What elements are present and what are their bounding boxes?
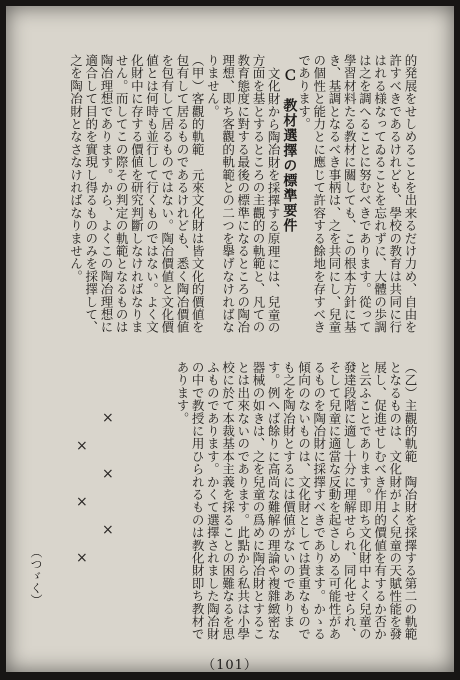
cross-mark: × [102,522,114,538]
cross-mark: × [102,466,114,482]
paragraph-selection-principles: 文化財から陶冶財を採擇する原理には、兒童の方面を基とするところの主觀的の軌範と、凡ての教育態度に對する最後の標準になるところの陶冶理想、即ち客觀的軌範との二つを擧げなければなりません。 [205,54,282,334]
page-number: （101） [202,658,258,673]
cross-mark: × [102,410,114,426]
section-heading: Ｃ 教材選擇の標準要件 [281,68,298,233]
paragraph-subjective-norm: （乙）主觀的軌範 陶冶財を採擇する第二の軌範となるものは、文化財がよく兒童の天賦性能を發展し、促進せしむべき作用的價値を有するか否かと云ふことであります。即ち文化財中よく兒童の發達段階に適し十分に理解せられ、同化せられ、そして兒童に適當な反動を起さしめる可能性があるものを陶冶財に採擇すべきであります。かゝる傾向のないものは、文化財としては貴重なものでも之を陶冶財とするには價値がないのであります。例へば餘りに高尚な難解の理論や複雜緻密な器械の如きは、之を兒童の爲めに陶冶財とすることは出來ないのであります。此點から私共は小學校に於て本裁基本主義を採ることの困難なるを思ふものであります。かくて選擇されました陶冶財の中で教授に用ひられるものは教化財即ち教材であります。 [174,361,418,641]
upper-text-column [68,54,418,344]
cross-mark: × [76,550,88,566]
lower-text-column [175,361,418,647]
continued-paragraph: 的発展をせしめることを出来るだけ力め、自由を許すべきであるけれども、學校の教育は共同に行はれる様なってゐることを忘れずに、大體の歩調は之を調へることに努むべきであります。從って學習材料たる教材に關しても、この根本方針に基き、基調となるべき事柄は、之を共同にし、兒童の個性と能力とに應じて許容する餘地を存すべきであります。 [296,54,418,334]
paragraph-objective-norm: （甲）客觀的軌範 元來文化財は皆文化的價値を包有して居るものであるけれども、悉く陶冶價値を包有して居るものではない。陶冶價値と文化價値とは何時も並行して行くものではない。よく文化財中に存する價値を研究判斷しなければなりません。而してこの際その判定の軌範となるものは陶冶理想であります。から、よくこの陶冶理想に適合して目的を實現し得るもののみを採擇して、之を陶冶財となさなければなりません。 [68,54,206,334]
continued-marker: （つゞく） [29,546,43,606]
cross-mark: × [76,494,88,510]
cross-mark: × [76,438,88,454]
section-cross-marks [76,410,116,570]
book-page [6,6,454,672]
